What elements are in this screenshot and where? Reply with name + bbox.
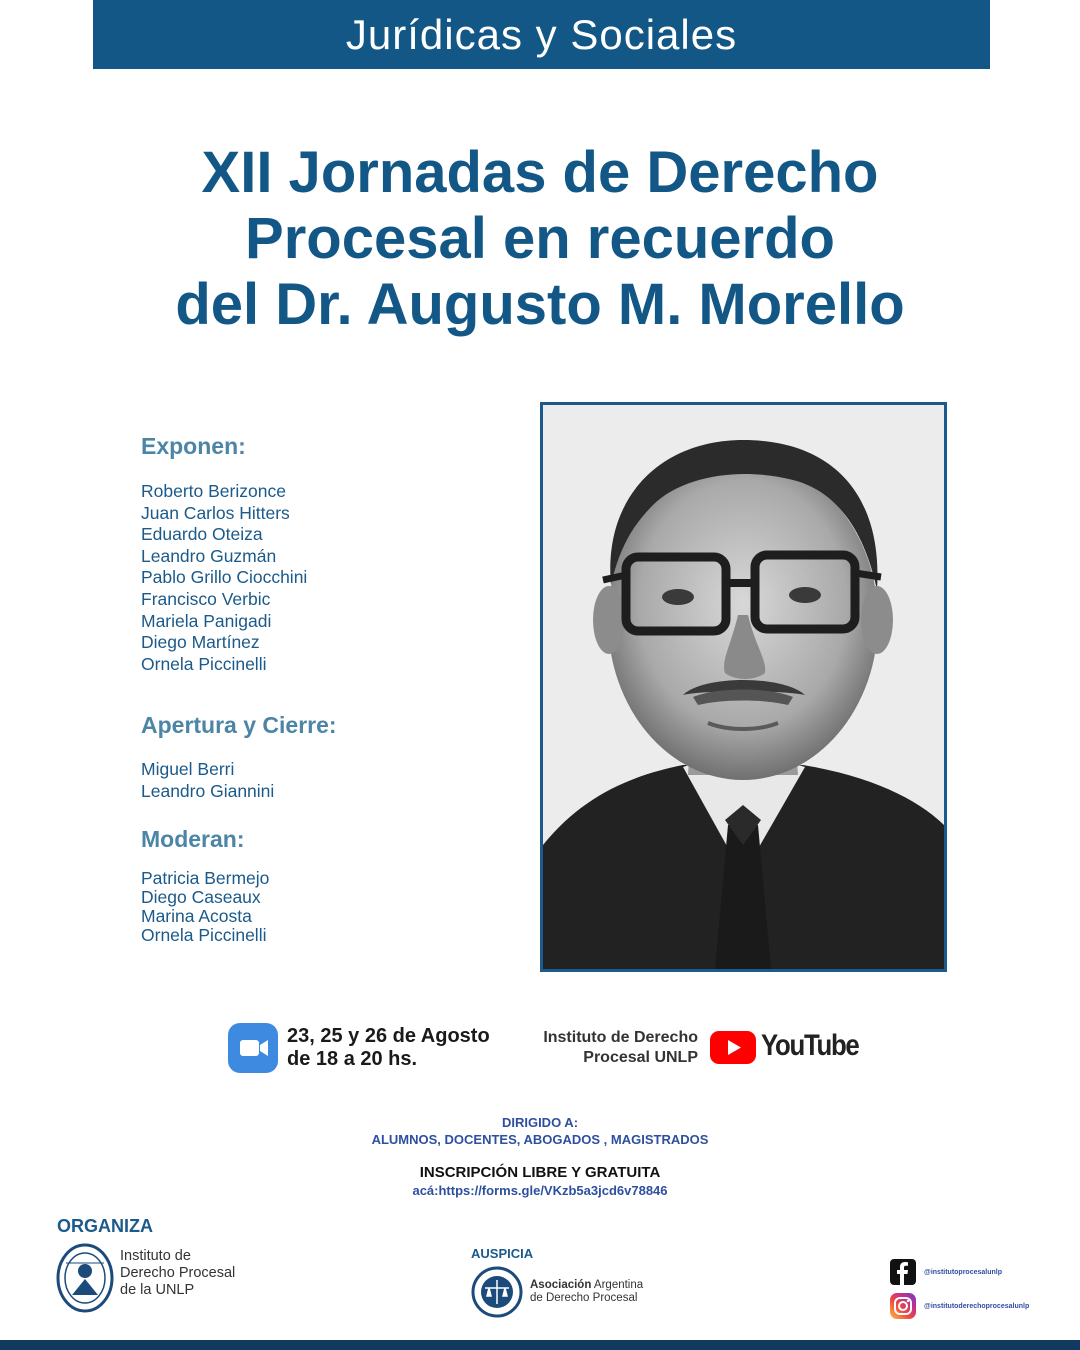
moderators-heading: Moderan: bbox=[141, 826, 245, 852]
instagram-icon[interactable] bbox=[890, 1293, 916, 1319]
organizer-name-line2: Derecho Procesal bbox=[120, 1265, 236, 1281]
unlp-seal-logo bbox=[56, 1243, 114, 1313]
zoom-video-icon[interactable] bbox=[228, 1023, 278, 1073]
audience-label: DIRIGIDO A: bbox=[501, 1115, 579, 1130]
speaker-name: Francisco Verbic bbox=[141, 588, 271, 609]
header-banner bbox=[93, 0, 990, 69]
aadp-seal-logo bbox=[471, 1266, 523, 1318]
organizer-name-line1: Instituto de bbox=[120, 1248, 191, 1264]
sponsor-name-bold: Asociación bbox=[530, 1279, 592, 1291]
sponsor-name-rest: Argentina bbox=[591, 1279, 644, 1291]
registration-label: INSCRIPCIÓN LIBRE Y GRATUITA bbox=[419, 1164, 661, 1181]
youtube-play-icon[interactable] bbox=[710, 1031, 756, 1064]
opening-heading: Apertura y Cierre: bbox=[141, 712, 337, 738]
audience-value: ALUMNOS, DOCENTES, ABOGADOS , MAGISTRADOS bbox=[371, 1132, 709, 1147]
channel-line1: Instituto de Derecho bbox=[543, 1029, 698, 1046]
moderator-name: Marina Acosta bbox=[141, 906, 252, 926]
opening-list bbox=[141, 759, 274, 802]
facebook-icon[interactable] bbox=[890, 1259, 916, 1285]
event-dates bbox=[287, 1025, 490, 1071]
footer-bar bbox=[0, 1340, 1080, 1350]
instagram-link[interactable] bbox=[890, 1293, 1029, 1319]
moderator-name: Ornela Piccinelli bbox=[141, 925, 267, 945]
youtube-wordmark[interactable]: YouTube bbox=[761, 1029, 859, 1062]
speakers-list bbox=[141, 481, 307, 675]
speakers-heading: Exponen: bbox=[141, 433, 246, 459]
title-line-2: Procesal en recuerdo bbox=[245, 206, 835, 271]
speaker-name: Roberto Berizonce bbox=[141, 481, 286, 501]
speaker-name: Ornela Piccinelli bbox=[141, 653, 267, 674]
sponsor-name bbox=[530, 1279, 643, 1305]
organizer-name-line3: de la UNLP bbox=[120, 1282, 195, 1298]
title-line-1: XII Jornadas de Derecho bbox=[201, 140, 879, 205]
event-dates-line2: de 18 a 20 hs. bbox=[287, 1048, 418, 1070]
moderators-list bbox=[141, 869, 269, 945]
event-info-row bbox=[0, 1020, 1080, 1080]
speaker-name: Diego Martínez bbox=[141, 632, 260, 653]
header-category: Jurídicas y Sociales bbox=[345, 10, 738, 58]
sponsor-label: AUSPICIA bbox=[471, 1246, 534, 1261]
moderator-name: Patricia Bermejo bbox=[141, 868, 270, 888]
moderator-name: Diego Caseaux bbox=[141, 887, 261, 907]
instagram-handle[interactable]: @institutoderechoprocesalunlp bbox=[924, 1302, 1030, 1310]
channel-line2: Procesal UNLP bbox=[583, 1049, 698, 1066]
channel-name bbox=[500, 1028, 698, 1068]
speaker-name: Juan Carlos Hitters bbox=[141, 502, 290, 523]
speaker-name: Mariela Panigadi bbox=[141, 610, 272, 631]
speaker-name: Eduardo Oteiza bbox=[141, 524, 263, 545]
opening-name: Leandro Giannini bbox=[141, 780, 275, 801]
registration-link[interactable]: acá:https://forms.gle/VKzb5a3jcd6v78846 bbox=[412, 1183, 668, 1198]
page-title bbox=[0, 140, 1080, 338]
event-dates-line1: 23, 25 y 26 de Agosto bbox=[287, 1025, 490, 1047]
portrait-photo bbox=[540, 402, 947, 972]
facebook-link[interactable] bbox=[890, 1259, 1002, 1285]
organizer-label: ORGANIZA bbox=[57, 1216, 153, 1236]
opening-name: Miguel Berri bbox=[141, 759, 235, 779]
facebook-handle[interactable]: @institutoprocesalunlp bbox=[924, 1268, 1002, 1276]
speaker-name: Leandro Guzmán bbox=[141, 545, 277, 566]
organizer-name bbox=[120, 1248, 235, 1299]
speaker-name: Pablo Grillo Ciocchini bbox=[141, 567, 308, 588]
title-line-3: del Dr. Augusto M. Morello bbox=[175, 272, 905, 337]
sponsor-name-line2: de Derecho Procesal bbox=[530, 1292, 638, 1304]
